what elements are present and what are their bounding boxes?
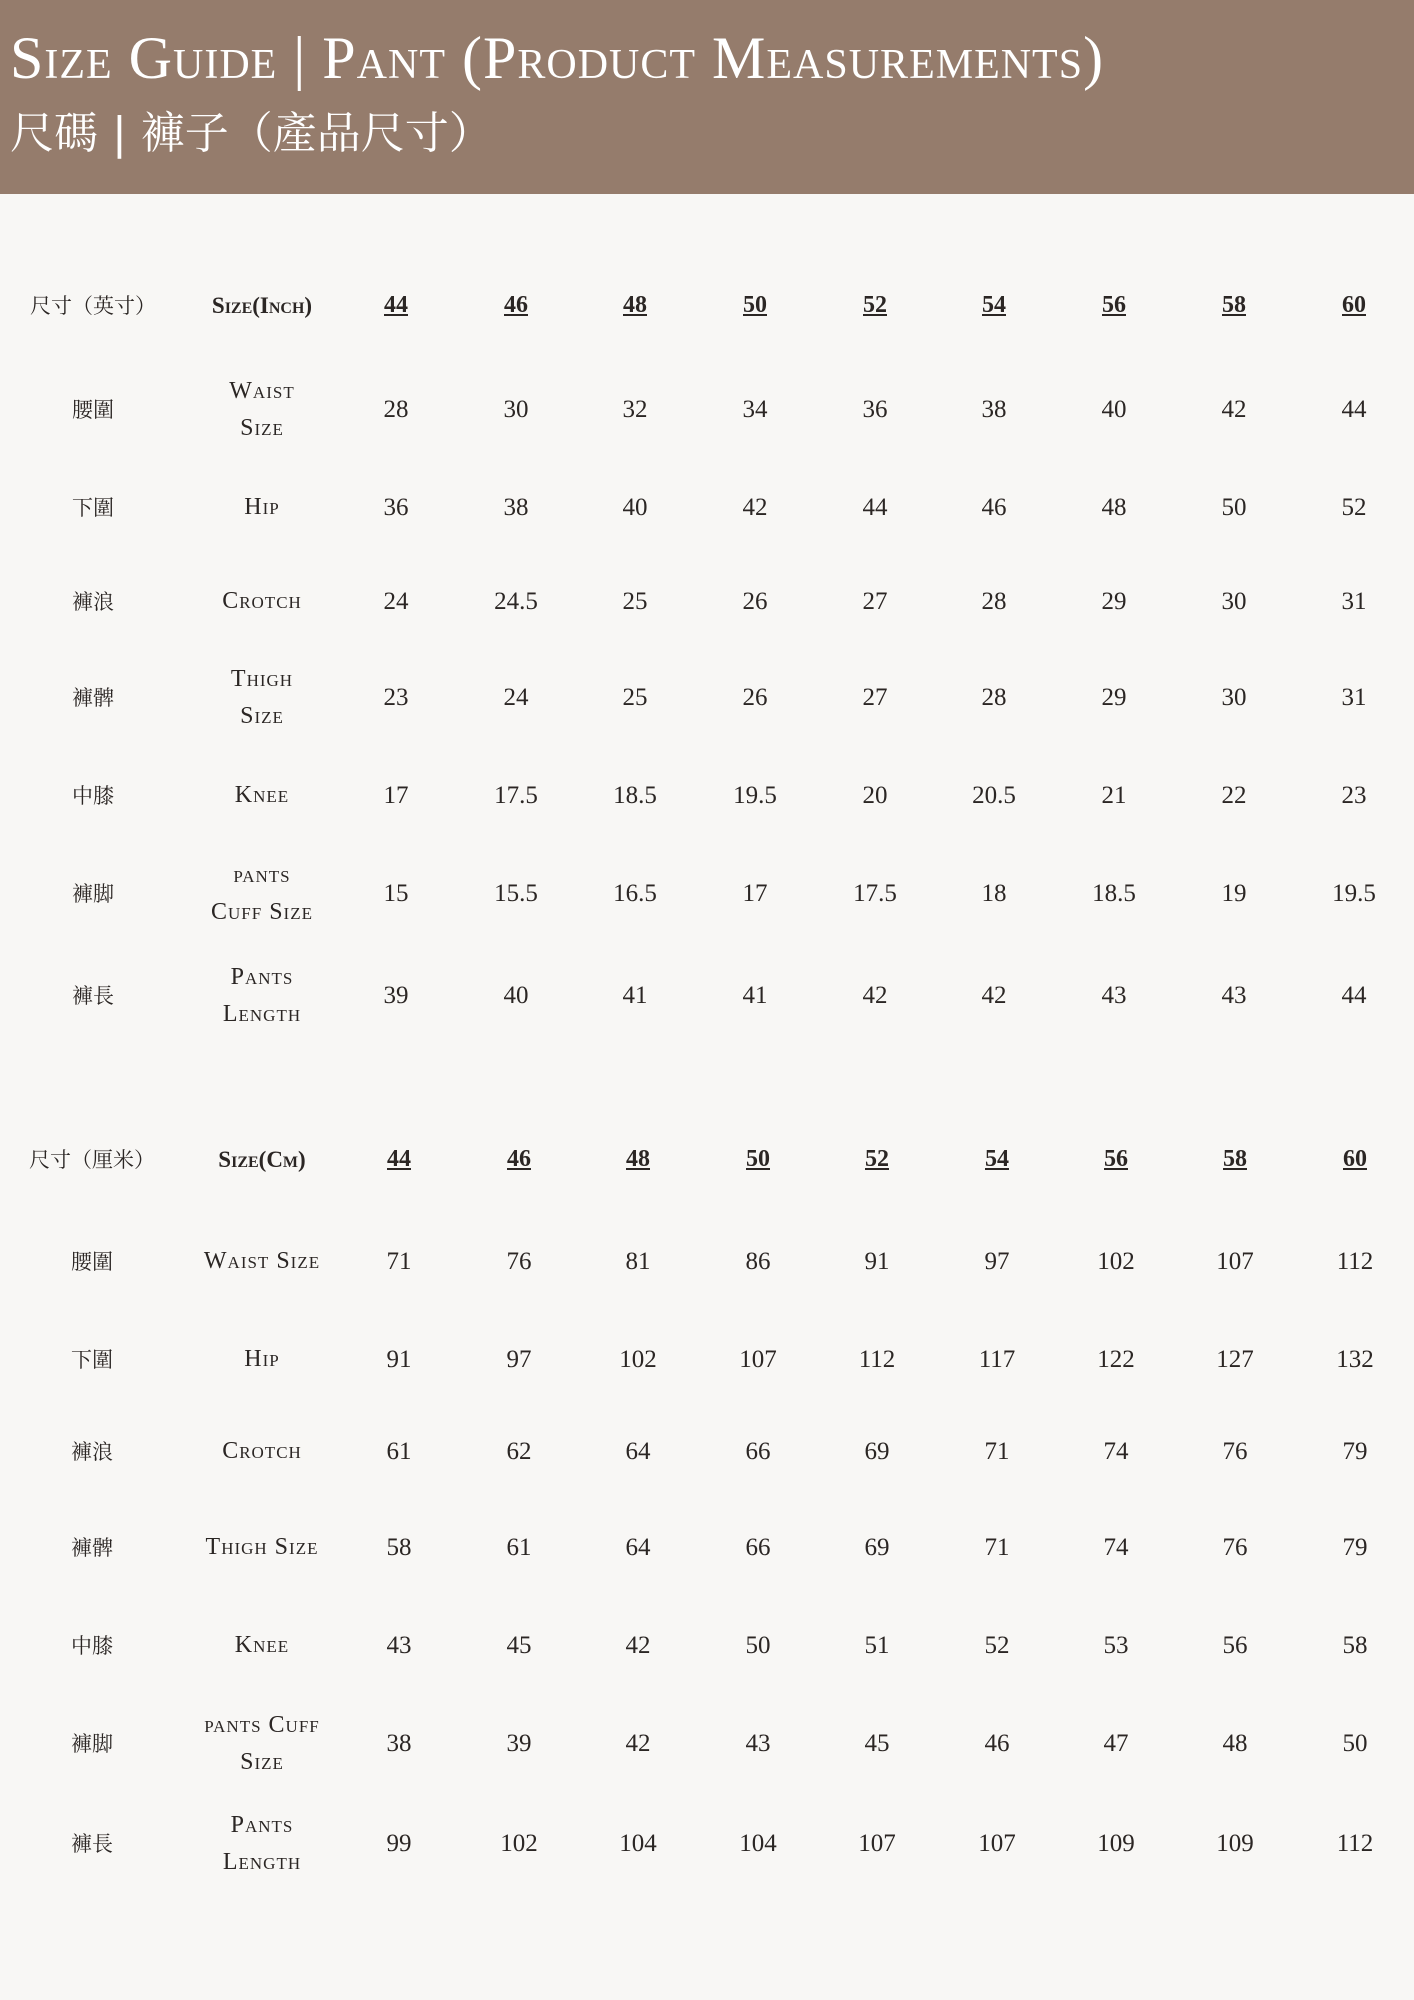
measurement-label-zh: 中膝 [71, 1633, 113, 1658]
measurement-label-en: Waist Size [203, 1248, 321, 1275]
measurement-value-cell: 58 [1342, 1631, 1368, 1659]
measurement-value-cell: 69 [864, 1437, 890, 1465]
measurement-value-cell: 50 [745, 1631, 771, 1659]
measurement-label-zh: 下圍 [71, 1347, 113, 1372]
measurement-value-cell: 112 [858, 1345, 896, 1373]
measurement-value-cell: 42 [625, 1631, 651, 1659]
size-header-cell: 60 [1342, 292, 1366, 319]
measurement-value-cell: 47 [1103, 1729, 1129, 1757]
measurement-value-cell: 25 [622, 683, 648, 711]
measurement-value-cell: 86 [745, 1247, 771, 1275]
measurement-value-cell: 71 [386, 1247, 412, 1275]
measurement-label-zh: 褲脚 [72, 881, 114, 906]
measurement-value-cell: 45 [506, 1631, 532, 1659]
measurement-label-zh: 腰圍 [72, 397, 114, 422]
measurement-label-zh: 褲髀 [71, 1535, 113, 1560]
measurement-label-en: Crotch [222, 1438, 302, 1465]
measurement-value-cell: 97 [984, 1247, 1010, 1275]
measurement-value-cell: 20 [862, 781, 888, 809]
measurement-label-en: Pants Length [222, 1811, 302, 1875]
measurement-value-cell: 41 [742, 981, 768, 1009]
measurement-value-cell: 23 [1341, 781, 1367, 809]
measurement-value-cell: 132 [1336, 1345, 1374, 1373]
size-header-cell: 50 [743, 292, 767, 319]
measurement-value-cell: 29 [1101, 683, 1127, 711]
measurement-value-cell: 28 [981, 587, 1007, 615]
measurement-value-cell: 17.5 [853, 879, 897, 907]
measurement-value-cell: 40 [622, 493, 648, 521]
table-row [0, 1804, 1414, 1884]
measurement-value-cell: 71 [984, 1437, 1010, 1465]
page-subtitle: 尺碼 | 褲子（產品尺寸） [10, 108, 493, 159]
measurement-value-cell: 52 [984, 1631, 1010, 1659]
measurement-value-cell: 17 [383, 781, 409, 809]
measurement-value-cell: 28 [383, 395, 409, 423]
measurement-value-cell: 71 [984, 1533, 1010, 1561]
measurement-value-cell: 15.5 [494, 879, 538, 907]
measurement-value-cell: 66 [745, 1437, 771, 1465]
measurement-value-cell: 43 [386, 1631, 412, 1659]
measurement-value-cell: 51 [864, 1631, 890, 1659]
measurement-value-cell: 43 [1221, 981, 1247, 1009]
size-header-cell: 44 [387, 1146, 411, 1173]
table-row [0, 756, 1414, 836]
measurement-value-cell: 44 [1341, 395, 1367, 423]
measurement-value-cell: 38 [981, 395, 1007, 423]
table-row [0, 468, 1414, 548]
measurement-value-cell: 43 [745, 1729, 771, 1757]
table-row [0, 370, 1414, 450]
measurement-value-cell: 122 [1097, 1345, 1135, 1373]
measurement-value-cell: 21 [1101, 781, 1127, 809]
measurement-label-en: Pants Length [222, 963, 302, 1027]
header-label-en: Size(Cm) [218, 1147, 306, 1173]
measurement-value-cell: 30 [503, 395, 529, 423]
measurement-value-cell: 24 [503, 683, 529, 711]
measurement-value-cell: 79 [1342, 1437, 1368, 1465]
measurement-value-cell: 15 [383, 879, 409, 907]
measurement-label-en: Hip [244, 494, 280, 521]
measurement-label-en: Knee [234, 1632, 290, 1659]
table-row [0, 956, 1414, 1036]
measurement-value-cell: 74 [1103, 1533, 1129, 1561]
measurement-value-cell: 109 [1216, 1829, 1254, 1857]
measurement-value-cell: 19 [1221, 879, 1247, 907]
measurement-value-cell: 102 [500, 1829, 538, 1857]
measurement-value-cell: 44 [1341, 981, 1367, 1009]
measurement-value-cell: 50 [1342, 1729, 1368, 1757]
measurement-value-cell: 64 [625, 1437, 651, 1465]
measurement-value-cell: 36 [862, 395, 888, 423]
size-header-cell: 54 [985, 1146, 1009, 1173]
measurement-value-cell: 34 [742, 395, 768, 423]
measurement-value-cell: 112 [1336, 1829, 1374, 1857]
measurement-value-cell: 42 [981, 981, 1007, 1009]
size-header-cell: 58 [1222, 292, 1246, 319]
header-label-zh: 尺寸（厘米） [29, 1147, 155, 1172]
measurement-value-cell: 23 [383, 683, 409, 711]
measurement-label-en: Crotch [222, 588, 302, 615]
measurement-value-cell: 127 [1216, 1345, 1254, 1373]
measurement-value-cell: 107 [978, 1829, 1016, 1857]
measurement-value-cell: 66 [745, 1533, 771, 1561]
measurement-value-cell: 43 [1101, 981, 1127, 1009]
table-row [0, 562, 1414, 642]
size-header-cell: 46 [504, 292, 528, 319]
measurement-value-cell: 91 [864, 1247, 890, 1275]
measurement-label-zh: 褲髀 [72, 685, 114, 710]
measurement-value-cell: 42 [625, 1729, 651, 1757]
measurement-value-cell: 104 [739, 1829, 777, 1857]
header-label-en: Size(Inch) [211, 293, 313, 319]
measurement-value-cell: 26 [742, 587, 768, 615]
size-header-cell: 50 [746, 1146, 770, 1173]
measurement-value-cell: 44 [862, 493, 888, 521]
table-row [0, 1222, 1414, 1302]
measurement-value-cell: 81 [625, 1247, 651, 1275]
measurement-value-cell: 91 [386, 1345, 412, 1373]
measurement-value-cell: 76 [506, 1247, 532, 1275]
measurement-value-cell: 42 [862, 981, 888, 1009]
size-header-cell: 48 [623, 292, 647, 319]
size-header-cell: 44 [384, 292, 408, 319]
measurement-value-cell: 97 [506, 1345, 532, 1373]
measurement-value-cell: 50 [1221, 493, 1247, 521]
header-label-zh: 尺寸（英寸） [30, 293, 156, 318]
measurement-label-en: Thigh Size [205, 1534, 319, 1561]
size-header-cell: 48 [626, 1146, 650, 1173]
measurement-label-zh: 褲脚 [71, 1731, 113, 1756]
measurement-value-cell: 31 [1341, 587, 1367, 615]
measurement-value-cell: 48 [1222, 1729, 1248, 1757]
table-row [0, 658, 1414, 738]
measurement-value-cell: 17.5 [494, 781, 538, 809]
measurement-value-cell: 22 [1221, 781, 1247, 809]
measurement-value-cell: 30 [1221, 587, 1247, 615]
measurement-value-cell: 79 [1342, 1533, 1368, 1561]
measurement-value-cell: 26 [742, 683, 768, 711]
table-row [0, 1412, 1414, 1492]
measurement-value-cell: 42 [742, 493, 768, 521]
measurement-value-cell: 52 [1341, 493, 1367, 521]
measurement-label-en: pants Cuff Size [204, 1711, 320, 1775]
size-header-cell: 54 [982, 292, 1006, 319]
size-header-cell: 56 [1104, 1146, 1128, 1173]
measurement-value-cell: 74 [1103, 1437, 1129, 1465]
measurement-value-cell: 53 [1103, 1631, 1129, 1659]
measurement-value-cell: 24 [383, 587, 409, 615]
measurement-value-cell: 64 [625, 1533, 651, 1561]
measurement-value-cell: 45 [864, 1729, 890, 1757]
measurement-value-cell: 19.5 [1332, 879, 1376, 907]
measurement-value-cell: 58 [386, 1533, 412, 1561]
measurement-value-cell: 28 [981, 683, 1007, 711]
measurement-value-cell: 18.5 [613, 781, 657, 809]
measurement-value-cell: 107 [739, 1345, 777, 1373]
measurement-value-cell: 107 [858, 1829, 896, 1857]
measurement-label-zh: 褲浪 [72, 589, 114, 614]
size-header-cell: 52 [865, 1146, 889, 1173]
measurement-value-cell: 102 [1097, 1247, 1135, 1275]
measurement-value-cell: 18 [981, 879, 1007, 907]
measurement-value-cell: 39 [506, 1729, 532, 1757]
measurement-value-cell: 39 [383, 981, 409, 1009]
measurement-label-en: Thigh Size [230, 665, 294, 729]
table-header-row [0, 266, 1414, 346]
measurement-label-zh: 下圍 [72, 495, 114, 520]
measurement-label-zh: 褲浪 [71, 1439, 113, 1464]
measurement-value-cell: 46 [984, 1729, 1010, 1757]
measurement-value-cell: 76 [1222, 1437, 1248, 1465]
table-row [0, 854, 1414, 934]
measurement-value-cell: 112 [1336, 1247, 1374, 1275]
measurement-label-zh: 中膝 [72, 783, 114, 808]
measurement-value-cell: 62 [506, 1437, 532, 1465]
measurement-value-cell: 61 [506, 1533, 532, 1561]
header-banner [0, 0, 1414, 194]
measurement-value-cell: 17 [742, 879, 768, 907]
measurement-value-cell: 117 [978, 1345, 1016, 1373]
measurement-value-cell: 104 [619, 1829, 657, 1857]
size-header-cell: 46 [507, 1146, 531, 1173]
measurement-value-cell: 46 [981, 493, 1007, 521]
measurement-label-en: pants Cuff Size [211, 861, 313, 925]
table-row [0, 1606, 1414, 1686]
measurement-label-zh: 褲長 [71, 1831, 113, 1856]
measurement-label-en: Waist Size [229, 377, 295, 441]
table-row [0, 1320, 1414, 1400]
measurement-value-cell: 19.5 [733, 781, 777, 809]
measurement-value-cell: 32 [622, 395, 648, 423]
measurement-value-cell: 40 [503, 981, 529, 1009]
measurement-value-cell: 61 [386, 1437, 412, 1465]
size-header-cell: 56 [1102, 292, 1126, 319]
measurement-value-cell: 38 [503, 493, 529, 521]
measurement-value-cell: 102 [619, 1345, 657, 1373]
measurement-value-cell: 25 [622, 587, 648, 615]
page-title: Size Guide | Pant (Product Measurements) [10, 25, 1105, 91]
measurement-value-cell: 31 [1341, 683, 1367, 711]
measurement-value-cell: 41 [622, 981, 648, 1009]
measurement-label-zh: 褲長 [72, 983, 114, 1008]
measurement-value-cell: 56 [1222, 1631, 1248, 1659]
measurement-value-cell: 18.5 [1092, 879, 1136, 907]
size-header-cell: 58 [1223, 1146, 1247, 1173]
measurement-value-cell: 42 [1221, 395, 1247, 423]
measurement-value-cell: 29 [1101, 587, 1127, 615]
table-row [0, 1508, 1414, 1588]
table-header-row [0, 1120, 1414, 1200]
measurement-value-cell: 16.5 [613, 879, 657, 907]
measurement-value-cell: 76 [1222, 1533, 1248, 1561]
measurement-value-cell: 109 [1097, 1829, 1135, 1857]
measurement-label-en: Hip [244, 1346, 280, 1373]
measurement-value-cell: 30 [1221, 683, 1247, 711]
measurement-value-cell: 48 [1101, 493, 1127, 521]
measurement-value-cell: 36 [383, 493, 409, 521]
measurement-value-cell: 40 [1101, 395, 1127, 423]
measurement-value-cell: 107 [1216, 1247, 1254, 1275]
measurement-value-cell: 27 [862, 683, 888, 711]
table-row [0, 1704, 1414, 1784]
measurement-value-cell: 38 [386, 1729, 412, 1757]
size-header-cell: 52 [863, 292, 887, 319]
measurement-value-cell: 20.5 [972, 781, 1016, 809]
measurement-label-zh: 腰圍 [71, 1249, 113, 1274]
measurement-value-cell: 27 [862, 587, 888, 615]
measurement-value-cell: 24.5 [494, 587, 538, 615]
measurement-label-en: Knee [234, 782, 290, 809]
measurement-value-cell: 99 [386, 1829, 412, 1857]
size-header-cell: 60 [1343, 1146, 1367, 1173]
measurement-value-cell: 69 [864, 1533, 890, 1561]
